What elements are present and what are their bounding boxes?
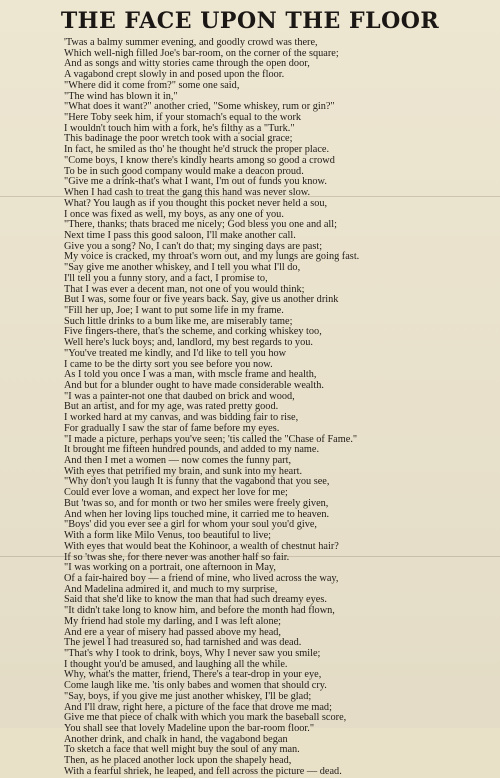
poem-line: I wouldn't touch him with a fork, he's filthy as a "Turk." [64, 122, 295, 134]
poem-line: Five fingers-there, that's the scheme, and corking whiskey too, [64, 326, 322, 338]
poem-line: In fact, he smiled as tho' he thought he'd struck the proper place. [64, 144, 330, 156]
poem-line: "There, thanks; thats braced me nicely; God bless you one and all; [64, 219, 337, 231]
poem-line: What? You laugh as if you thought this pocket never held a sou, [64, 197, 328, 209]
poem-line: Could ever love a woman, and expect her love for me; [64, 487, 288, 499]
poem-line: "It didn't take long to know him, and before the month had flown, [64, 605, 335, 617]
poem-line: Why, what's the matter, friend, There's a tear-drop in your eye, [64, 669, 322, 681]
poem-line: I worked hard at my canvas, and was bidding fair to rise, [64, 412, 299, 424]
poem-line: But an artist, and for my age, was rated pretty good. [64, 401, 279, 413]
poem-line: "Where did it come from?" some one said, [64, 79, 240, 91]
poem-line: And ere a year of misery had passed above my head, [64, 626, 282, 638]
poem-line: "I was a painter-not one that daubed on brick and wood, [64, 390, 295, 402]
poem-line: "The wind has blown it in," [64, 90, 178, 102]
poem-line: I thought you'd be amused, and laughing all the while. [64, 658, 288, 670]
poem-line: This badinage the poor wretch took with a social grace; [64, 133, 293, 145]
poem-line: It brought me fifteen hundred pounds, and added to my name. [64, 444, 320, 456]
poem-line: Then, as he placed another lock upon the shapely head, [64, 755, 292, 767]
poem-line: For gradually I saw the star of fame before my eyes. [64, 422, 280, 434]
poem-line: And as songs and witty stories came through the open door, [64, 58, 310, 70]
poem-line: Such little drinks to a bum like me, are miserably tame; [64, 315, 293, 327]
poem-line: And I'll draw, right here, a picture of the face that drove me mad; [64, 701, 332, 713]
poem-line: I once was fixed as well, my boys, as any one of you. [64, 208, 284, 220]
poem-line: When I had cash to treat the gang this hand was never slow. [64, 187, 311, 199]
poem-line: "Come boys, I know there's kindly hearts among so good a crowd [64, 154, 335, 166]
poem-line: Well here's luck boys; and, landlord, my best regards to you. [64, 337, 313, 349]
poem-line: "Say give me another whiskey, and I tell you what I'll do, [64, 262, 301, 274]
poem-line: With a form like Milo Venus, too beautiful to live; [64, 530, 272, 542]
poem-line: If so 'twas she, for there never was another half so fair. [64, 551, 290, 563]
poem-line: With eyes that petrified my brain, and sunk into my heart. [64, 465, 303, 477]
poem-line: Give you a song? No, I can't do that; my singing days are past; [64, 240, 323, 252]
poem-line: "Say, boys, if you give me just another whiskey, I'll be glad; [64, 690, 312, 702]
poem-line: And when her loving lips touched mine, it carried me to heaven. [64, 508, 330, 520]
poem-line: You shall see that lovely Madeline upon the bar-room floor." [64, 723, 315, 734]
poem-line: "I was working on a portrait, one afternoon in May, [64, 562, 276, 574]
poem-title: THE FACE UPON THE FLOOR [60, 8, 440, 34]
poem-line: I'll tell you a funny story, and a fact, I promise to, [64, 272, 268, 284]
poem-line: Come laugh like me. 'tis only babes and women that should cry. [64, 680, 327, 692]
poem-line: Another drink, and chalk in hand, the vagabond began [64, 733, 288, 745]
poem-line: My voice is cracked, my throat's worn out, and my lungs are going fast. [64, 251, 360, 263]
poem-line: Of a fair-haired boy — a friend of mine, who lived across the way, [64, 572, 339, 584]
poem-line: "You've treated me kindly, and I'd like to tell you how [64, 347, 287, 359]
poem-line: "Why don't you laugh It is funny that the vagabond that you see, [64, 476, 330, 488]
poem-line: My friend had stole my darling, and I was left alone; [64, 615, 282, 627]
poem-line: As I told you once I was a man, with mscle frame and health, [64, 369, 317, 381]
poem-line: "Here Toby seek him, if your stomach's equal to the work [64, 112, 302, 124]
poem-line: "That's why I took to drink, boys, Why I never saw you smile; [64, 647, 321, 659]
poem-line: And Madelina admired it, and much to my surprise, [64, 583, 278, 595]
poem-line: Which well-nigh filled Joe's bar-room, on the corner of the square; [64, 47, 339, 59]
poem-line: "Boys' did you ever see a girl for whom your soul you'd give, [64, 519, 317, 531]
poem-line: "What does it want?" another cried, "Some whiskey, rum or gin?" [64, 101, 335, 113]
poem-line: And then I met a women — now comes the funny part, [64, 455, 292, 467]
poem-line: But I was, some four or five years back. Say, give us another drink [64, 294, 339, 306]
poem-line: To be in such good company would make a deacon proud. [64, 165, 304, 177]
poem-line: Said that she'd like to know the man that had such dreamy eyes. [64, 594, 327, 606]
poem-line: I came to be the dirty sort you see before you now. [64, 358, 273, 370]
poem-line: "I made a picture, perhaps you've seen; 'tis called the "Chase of Fame." [64, 433, 358, 445]
poem-line: With eyes that would beat the Kohinoor, a wealth of chestnut hair? [64, 540, 339, 552]
poem-line: The jewel I had treasured so, had tarnished and was dead. [64, 637, 302, 649]
poem-line: A vagabond crept slowly in and posed upon the floor. [64, 69, 285, 81]
poem-line: And but for a blunder ought to have made considerable wealth. [64, 380, 324, 391]
poem-line: "Give me a drink-that's what I want, I'm out of funds you know. [64, 176, 327, 188]
poem-line: Give me that piece of chalk with which you mark the baseball score, [64, 712, 347, 724]
poem-line: With a fearful shriek, he leaped, and fell across the picture — dead. [64, 765, 342, 777]
poem-line: Next time I pass this good saloon, I'll make another call. [64, 229, 296, 241]
poem-line: "Fill her up, Joe; I want to put some life in my frame. [64, 304, 284, 316]
poem-line: To sketch a face that well might buy the soul of any man. [64, 744, 300, 756]
poem-line: That I was ever a decent man, not one of you would think; [64, 283, 305, 295]
poem-body [64, 38, 494, 778]
poem-line: But 'twas so, and for month or two her smiles were freely given, [64, 497, 329, 509]
poem-line: 'Twas a balmy summer evening, and goodly crowd was there, [64, 37, 318, 48]
